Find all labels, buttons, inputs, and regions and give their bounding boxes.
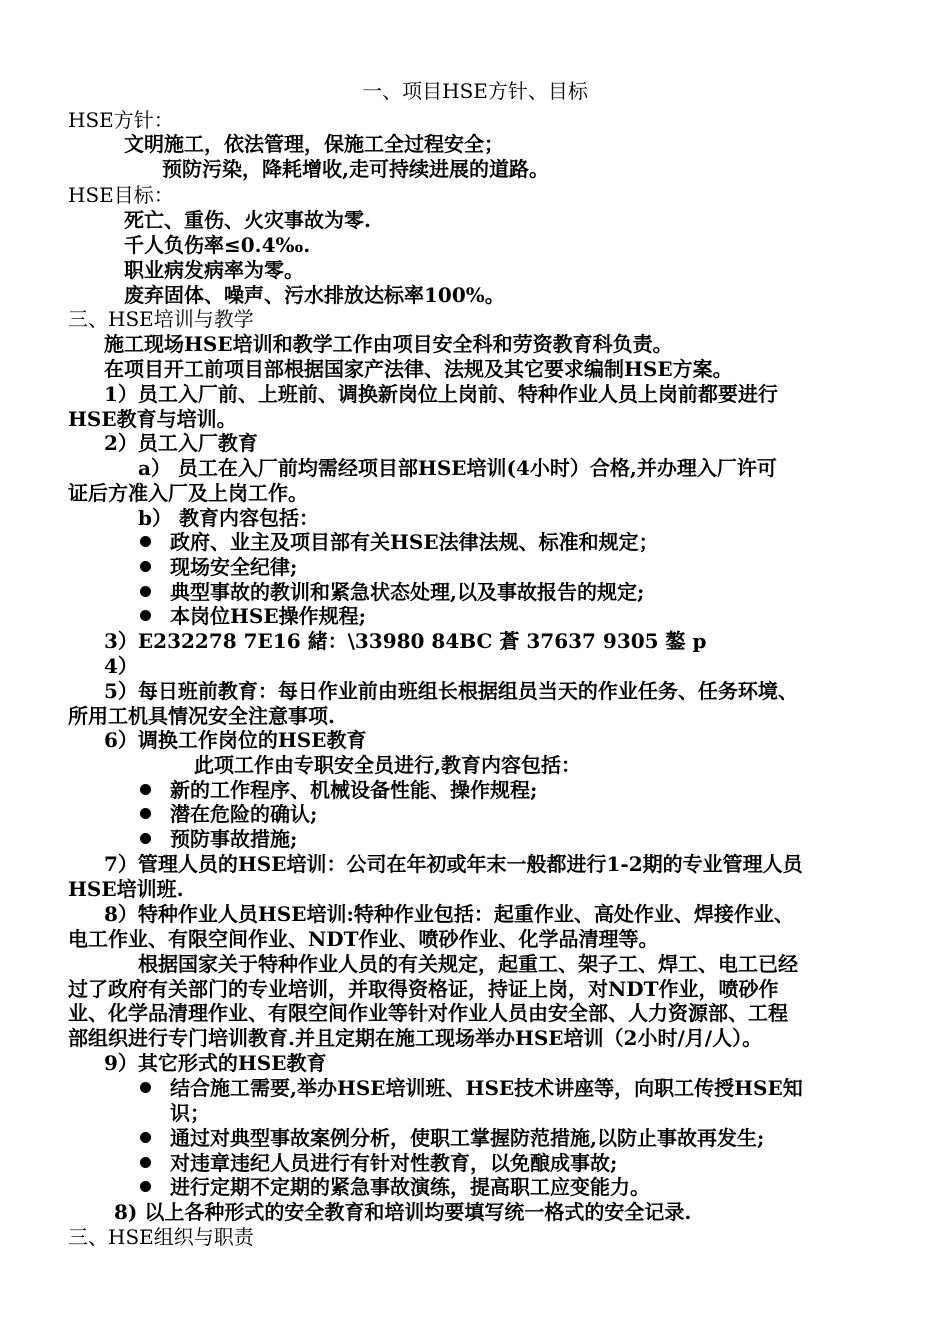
policy-heading: HSE方针： bbox=[68, 108, 174, 132]
training-item-5: 5）每日班前教育：每日作业前由班组长根据组员当天的作业任务、任务环境、 bbox=[104, 679, 798, 703]
bullet-icon bbox=[140, 1157, 151, 1168]
list-item: 通过对典型事故案例分析，使职工掌握防范措施,以防止事故再发生; bbox=[170, 1126, 765, 1150]
list-item: 进行定期不定期的紧急事故演练，提高职工应变能力。 bbox=[170, 1175, 650, 1199]
bullet-icon bbox=[140, 586, 151, 597]
list-item: 潜在危险的确认; bbox=[170, 802, 318, 826]
list-item: 预防事故措施; bbox=[170, 827, 298, 851]
training-item-7: 7）管理人员的HSE培训：公司在年初或年末一般都进行1-2期的专业管理人员 bbox=[104, 852, 803, 876]
list-item: 典型事故的教训和紧急状态处理,以及事故报告的规定; bbox=[170, 580, 645, 604]
list-item: 政府、业主及项目部有关HSE法律法规、标准和规定； bbox=[170, 530, 659, 554]
list-item: 现场安全纪律; bbox=[170, 555, 298, 579]
list-item-cont: 识； bbox=[170, 1101, 210, 1125]
list-item: 对违章违纪人员进行有针对性教育，以免酿成事故; bbox=[170, 1151, 618, 1175]
bullet-icon bbox=[140, 1082, 151, 1093]
training-item-2: 2）员工入厂教育 bbox=[104, 431, 258, 455]
training-item-4: 4） bbox=[104, 654, 138, 678]
list-item: 新的工作程序、机械设备性能、操作规程; bbox=[170, 778, 538, 802]
training-item-8-paragraph: 部组织进行专门培训教育.并且定期在施工现场举办HSE培训（2小时/月/人）。 bbox=[68, 1026, 763, 1050]
training-paragraph: 施工现场HSE培训和教学工作由项目安全科和劳资教育科负责。 bbox=[104, 332, 673, 356]
training-item-8-paragraph: 业、化学品清理作业、有限空间作业等针对作业人员由安全部、人力资源部、工程 bbox=[68, 1001, 788, 1025]
training-item-8-paragraph: 根据国家关于特种作业人员的有关规定，起重工、架子工、焊工、电工已经 bbox=[138, 952, 798, 976]
training-closing: 8) 以上各种形式的安全教育和培训均要填写统一格式的安全记录. bbox=[114, 1200, 692, 1224]
training-item-2a-cont: 证后方准入厂及上岗工作。 bbox=[68, 481, 308, 505]
goal-line: 废弃固体、噪声、污水排放达标率100%。 bbox=[124, 283, 505, 307]
bullet-icon bbox=[140, 610, 151, 621]
bullet-icon bbox=[140, 536, 151, 547]
org-heading: 三、HSE组织与职责 bbox=[68, 1225, 254, 1249]
training-item-6: 6）调换工作岗位的HSE教育 bbox=[104, 728, 367, 752]
policy-line: 预防污染，降耗增收,走可持续进展的道路。 bbox=[162, 157, 549, 181]
training-item-5-cont: 所用工机具情况安全注意事项. bbox=[68, 704, 335, 728]
list-item: 本岗位HSE操作规程; bbox=[170, 604, 366, 628]
bullet-icon bbox=[140, 1132, 151, 1143]
training-item-9: 9）其它形式的HSE教育 bbox=[104, 1051, 327, 1075]
page-title: 一、项目HSE方针、目标 bbox=[362, 79, 588, 103]
training-paragraph: 在项目开工前项目部根据国家产法律、法规及其它要求编制HSE方案。 bbox=[104, 357, 733, 381]
goal-line: 职业病发病率为零。 bbox=[124, 258, 304, 282]
training-heading: 三、HSE培训与教学 bbox=[68, 307, 254, 331]
bullet-icon bbox=[140, 561, 151, 572]
goal-line: 千人负伤率≤0.4‰. bbox=[124, 233, 311, 257]
training-item-6-intro: 此项工作由专职安全员进行,教育内容包括： bbox=[194, 753, 581, 777]
bullet-icon bbox=[140, 833, 151, 844]
bullet-icon bbox=[140, 1181, 151, 1192]
goal-line: 死亡、重伤、火灾事故为零. bbox=[124, 208, 371, 232]
training-item-8: 8）特种作业人员HSE培训:特种作业包括：起重作业、高处作业、焊接作业、 bbox=[104, 902, 794, 926]
training-item-3: 3）E232278 7E16 緒：\33980 84BC 蒼 37637 9305 鏊 p bbox=[104, 629, 707, 653]
goals-heading: HSE目标： bbox=[68, 183, 174, 207]
list-item: 结合施工需要,举办HSE培训班、HSE技术讲座等，向职工传授HSE知 bbox=[170, 1076, 803, 1100]
training-item-1-cont: HSE教育与培训。 bbox=[68, 407, 237, 431]
bullet-icon bbox=[140, 784, 151, 795]
training-item-8-cont: 电工作业、有限空间作业、NDT作业、喷砂作业、化学品清理等。 bbox=[68, 927, 659, 951]
training-item-8-paragraph: 过了政府有关部门的专业培训，并取得资格证，持证上岗，对NDT作业，喷砂作 bbox=[68, 977, 779, 1001]
training-item-2b: b） 教育内容包括： bbox=[138, 506, 319, 530]
training-item-2a: a） 员工在入厂前均需经项目部HSE培训(4小时）合格,并办理入厂许可 bbox=[138, 456, 777, 480]
training-item-7-cont: HSE培训班. bbox=[68, 877, 184, 901]
training-item-1: 1）员工入厂前、上班前、调换新岗位上岗前、特种作业人员上岗前都要进行 bbox=[104, 382, 778, 406]
policy-line: 文明施工，依法管理，保施工全过程安全； bbox=[124, 132, 504, 156]
bullet-icon bbox=[140, 808, 151, 819]
